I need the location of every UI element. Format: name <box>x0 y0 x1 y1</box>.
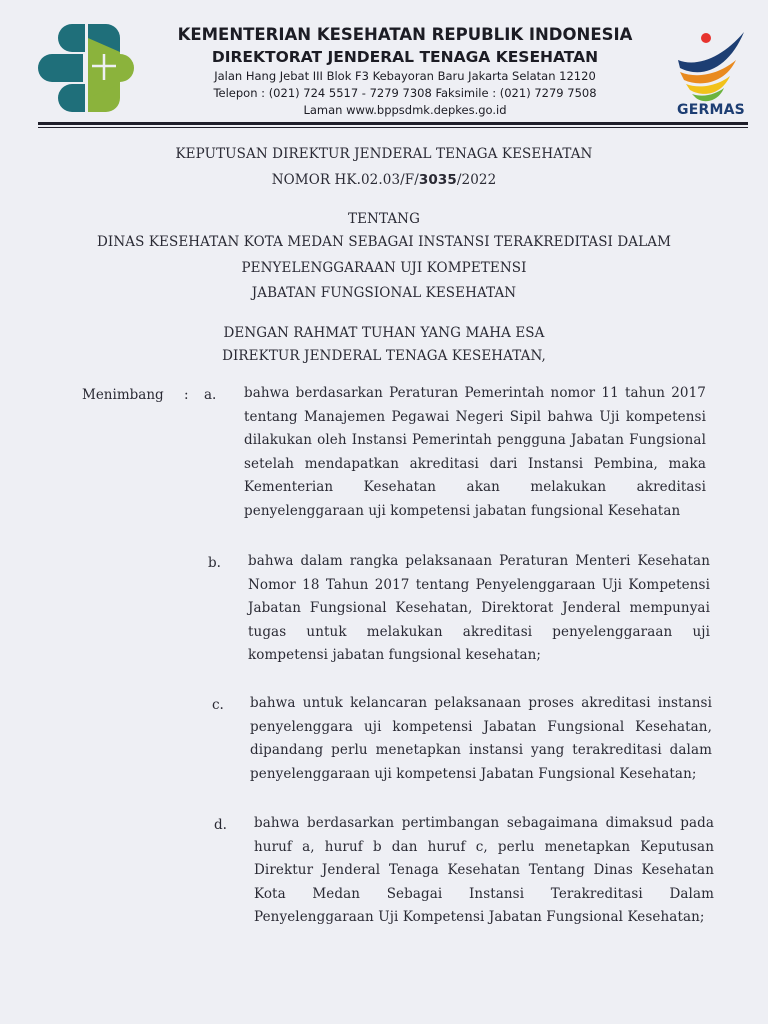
item-letter: c. <box>212 697 224 713</box>
decree-number-value: 3035 <box>418 172 457 188</box>
decree-number-suffix: /2022 <box>456 172 497 188</box>
decree-subject-line: DINAS KESEHATAN KOTA MEDAN SEBAGAI INSTANSI TERAKREDITASI DALAM <box>96 234 671 250</box>
decree-about: TENTANG <box>348 211 420 227</box>
considering-label: Menimbang <box>82 387 164 403</box>
item-letter: b. <box>208 555 221 571</box>
considering-item-c: bahwa untuk kelancaran pelaksanaan proses akreditasi instansi penyelenggara uji kompetensi Jabatan Fungsional Kesehatan, dipandang perlu menetapkan instansi yang terakreditasi dalam penyelenggaraan uji kompetensi Jabatan Fungsional Kesehatan; <box>250 695 712 782</box>
germas-label: GERMAS <box>677 102 745 118</box>
issuer: DIREKTUR JENDERAL TENAGA KESEHATAN, <box>222 348 546 364</box>
address: Jalan Hang Jebat III Blok F3 Kebayoran Baru Jakarta Selatan 12120 <box>214 69 596 83</box>
considering-item-b: bahwa dalam rangka pelaksanaan Peraturan Menteri Kesehatan Nomor 18 Tahun 2017 tentang Penyelenggaraan Uji Kompetensi Jabatan Fungsional Kesehatan, Direktorat Jenderal mempunyai tugas untuk melakukan akreditasi penyelenggaraan uji kompetensi jabatan fungsional kesehatan; <box>248 553 710 663</box>
invocation: DENGAN RAHMAT TUHAN YANG MAHA ESA <box>223 325 545 341</box>
letterhead <box>140 24 670 119</box>
website: Laman www.bppsdmk.depkes.go.id <box>303 103 507 117</box>
directorate-name: DIREKTORAT JENDERAL TENAGA KESEHATAN <box>211 48 599 66</box>
letterhead-rule-thin <box>38 127 748 128</box>
decree-number <box>0 169 768 191</box>
item-letter: d. <box>214 817 227 833</box>
considering-item-a: bahwa berdasarkan Peraturan Pemerintah nomor 11 tahun 2017 tentang Manajemen Pegawai Negeri Sipil bahwa Uji kompetensi dilakukan oleh Instansi Pemerintah pengguna Jabatan Fungsional setelah mendapatkan akreditasi dari Instansi Pembina, maka Kementerian Kesehatan akan melakukan akreditasi penyelenggaraan uji kompetensi jabatan fungsional Kesehatan <box>244 385 706 519</box>
ministry-name: KEMENTERIAN KESEHATAN REPUBLIK INDONESIA <box>177 25 633 44</box>
decree-subject-line: PENYELENGGARAAN UJI KOMPETENSI <box>241 260 527 276</box>
decree-subject-line: JABATAN FUNGSIONAL KESEHATAN <box>251 285 517 301</box>
considering-colon: : <box>184 387 189 403</box>
phone-fax: Telepon : (021) 724 5517 - 7279 7308 Faksimile : (021) 7279 7508 <box>213 86 597 100</box>
letterhead-rule-thick <box>38 122 748 125</box>
considering-item-d: bahwa berdasarkan pertimbangan sebagaimana dimaksud pada huruf a, huruf b dan huruf c, perlu menetapkan Keputusan Direktur Jenderal Tenaga Kesehatan Tentang Dinas Kesehatan Kota Medan Sebagai Instansi Terakreditasi Dalam Penyelenggaraan Uji Kompetensi Jabatan Fungsional Kesehatan; <box>254 815 714 925</box>
decree-title: KEPUTUSAN DIREKTUR JENDERAL TENAGA KESEHATAN <box>175 146 593 162</box>
item-letter: a. <box>204 387 217 403</box>
ministry-logo-icon <box>36 22 136 114</box>
decree-number-prefix: NOMOR HK.02.03/F/ <box>271 172 419 188</box>
